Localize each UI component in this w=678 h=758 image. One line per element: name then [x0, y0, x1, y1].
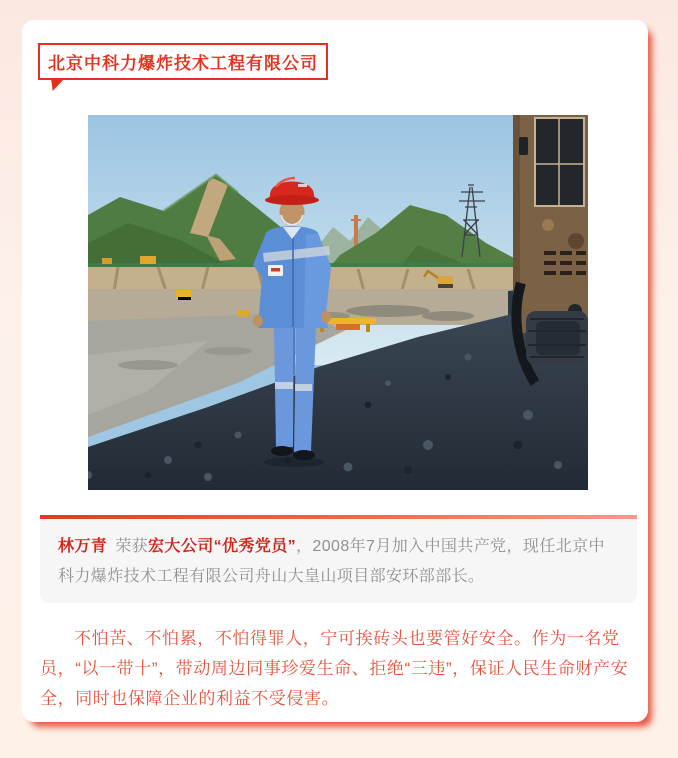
- profile-details: ，2008年7月加入中国共产党，现任北京中科力爆炸技术工程有限公司舟山大皇山项目部安环部部长。: [58, 538, 605, 585]
- truck-mirror: [519, 137, 528, 155]
- badge-tail-decoration: [51, 78, 65, 91]
- profile-info-box: [40, 519, 637, 603]
- award-highlight: 宏大公司“优秀党员”: [148, 538, 297, 555]
- company-badge: [38, 43, 328, 80]
- company-badge-label: 北京中科力爆炸技术工程有限公司: [48, 54, 318, 73]
- quote-paragraph: 不怕苦、不怕累，不怕得罪人，宁可挨砖头也要管好安全。作为一名党员，“以一带十”，带动周边同事珍爱生命、拒绝“三违”，保证人民生命财产安全，同时也保障企业的利益不受侵害。: [40, 629, 629, 708]
- site-photo-illustration: [88, 115, 588, 490]
- article-card: [22, 20, 648, 722]
- site-photo: [88, 115, 588, 490]
- person-name: 林万青: [58, 538, 108, 555]
- profile-lead-in: 荣获: [115, 538, 149, 555]
